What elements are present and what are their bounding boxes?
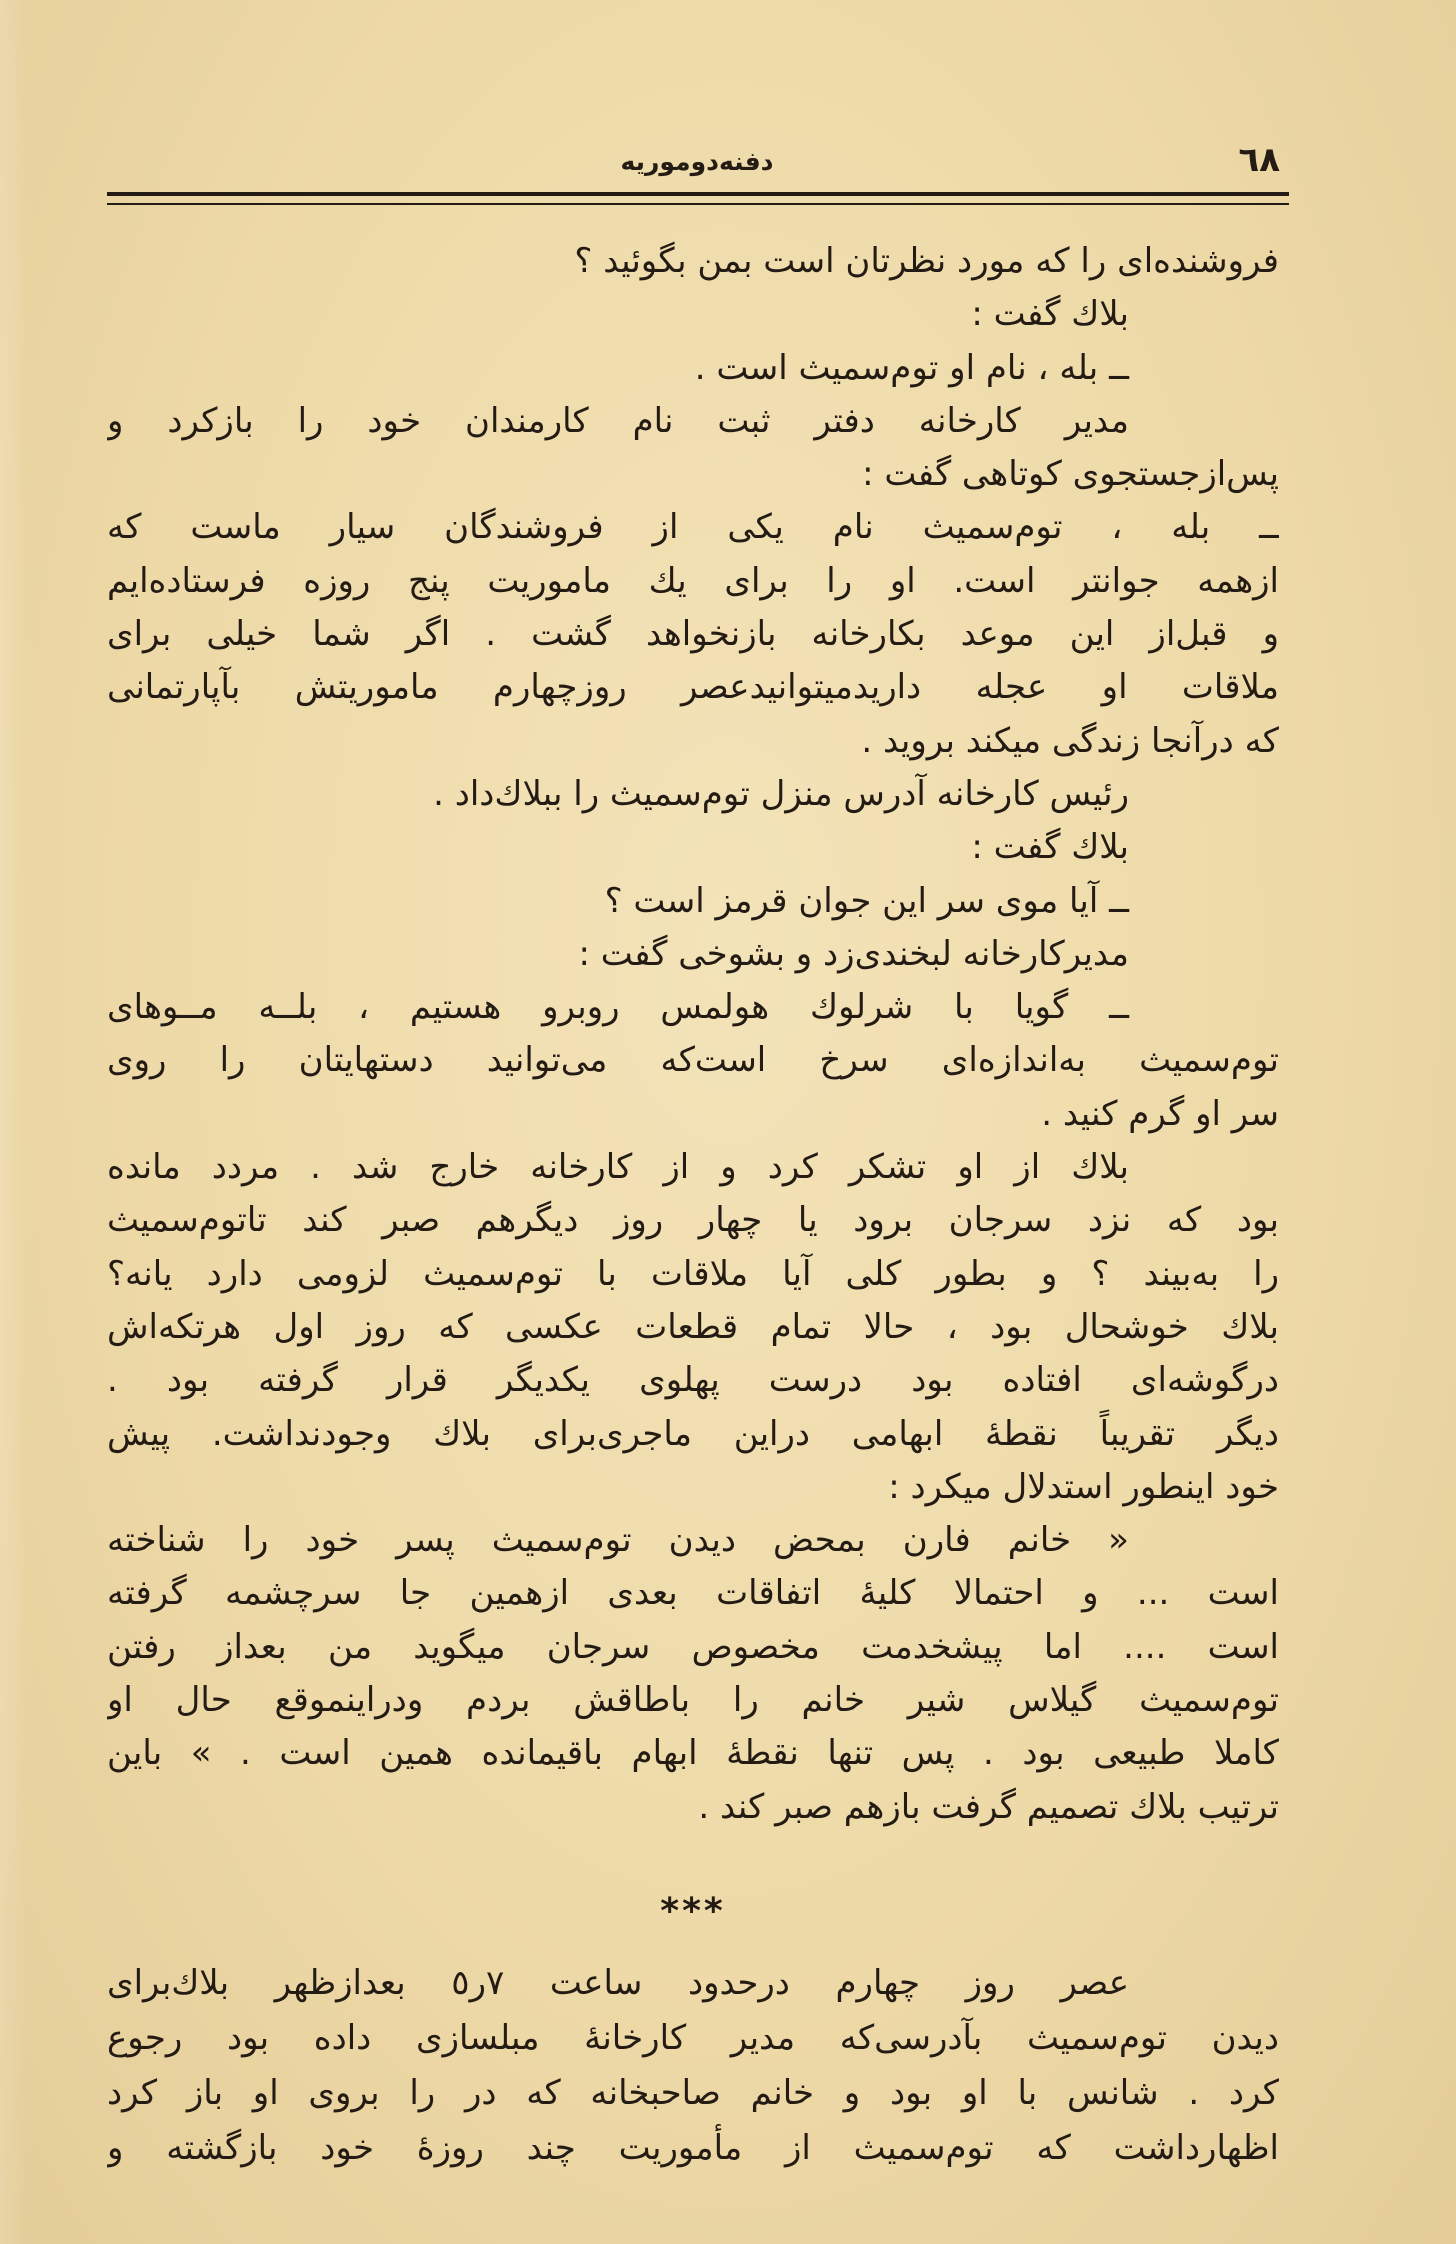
text-line: دیدن توم‌سمیث بآدرسی‌که مدیر کارخانهٔ مبلسازی داده بود رجوع	[107, 2018, 1279, 2058]
text-line: توم‌سمیث گیلاس شیر خانم را باطاقش بردم ودراینموقع حال او	[107, 1680, 1279, 1721]
text-line: بلاك از او تشکر کرد و از کارخانه خارج شد . مردد مانده	[107, 1147, 1129, 1188]
text-line: سر او گرم کنید .	[1041, 1093, 1279, 1134]
text-line: را به‌بیند ؟ و بطور کلی آیا ملاقات با توم‌سمیث لزومی دارد یانه؟	[107, 1253, 1279, 1294]
text-line: دیگر تقریباً نقطهٔ ابهامی دراین ماجری‌برای بلاك وجودنداشت. پیش	[107, 1413, 1279, 1454]
text-line: ترتیب بلاك تصمیم گرفت بازهم صبر کند .	[698, 1786, 1279, 1827]
text-line: ــ بله ، نام او توم‌سمیث است .	[694, 347, 1129, 388]
running-title: دفنه‌دوموریه	[620, 147, 774, 176]
text-line: کاملا طبیعی بود . پس تنها نقطهٔ ابهام باقیمانده همین است . » باین	[107, 1733, 1279, 1774]
text-line: است ... و احتمالا کلیهٔ اتفاقات بعدی ازهمین جا سرچشمه گرفته	[107, 1573, 1279, 1614]
text-line: و قبل‌از این موعد بکارخانه بازنخواهد گشت . اگر شما خیلی برای	[107, 614, 1279, 655]
text-block-continued	[107, 1956, 1279, 2176]
header-rule-thin	[107, 203, 1289, 205]
text-line: مدیر کارخانه دفتر ثبت نام کارمندان خود را بازکرد و	[107, 400, 1129, 441]
text-line: رئیس کارخانه آدرس منزل توم‌سمیث را ببلاك‌داد .	[433, 773, 1129, 814]
text-line: توم‌سمیث به‌اندازه‌ای سرخ است‌که می‌توانید دستهایتان را روی	[107, 1040, 1279, 1081]
text-line: بود که نزد سرجان برود یا چهار روز دیگرهم صبر کند تاتوم‌سمیث	[107, 1200, 1279, 1241]
text-line: ــ گویا با شرلوك هولمس روبرو هستیم ، بلــه مــوهای	[107, 987, 1129, 1028]
text-line: ــ آیا موی سر این جوان قرمز است ؟	[604, 880, 1129, 921]
text-line: است .... اما پیشخدمت مخصوص سرجان میگوید من بعداز رفتن	[107, 1626, 1279, 1667]
text-line: فروشنده‌ای را که مورد نظرتان است بمن بگوئید ؟	[574, 241, 1279, 281]
text-line: ملاقات او عجله داریدمیتوانیدعصر روزچهارم ماموریتش بآپارتمانی	[107, 667, 1279, 708]
text-block-main	[107, 235, 1279, 1834]
text-line: مدیرکارخانه لبخندی‌زد و بشوخی گفت :	[578, 933, 1129, 974]
text-line: بلاك گفت :	[971, 827, 1129, 868]
text-line: پس‌ازجستجوی کوتاهی گفت :	[862, 454, 1279, 495]
text-line: عصر روز چهارم درحدود ساعت ٧ر٥ بعدازظهر بلاك‌برای	[107, 1963, 1129, 2003]
text-line: که درآنجا زندگی میکند بروید .	[861, 720, 1279, 761]
page-number: ٦٨	[1238, 140, 1280, 180]
header-rule-thick	[107, 192, 1289, 196]
text-line: ــ بله ، توم‌سمیث نام یکی از فروشندگان سیار ماست که	[107, 507, 1279, 548]
text-line: درگوشه‌ای افتاده بود درست پهلوی یکدیگر قرار گرفته بود .	[107, 1360, 1279, 1401]
text-line: « خانم فارن بمحض دیدن توم‌سمیث پسر خود را شناخته	[107, 1520, 1129, 1561]
text-line: بلاك گفت :	[971, 294, 1129, 335]
text-line: ازهمه جوانتر است. او را برای یك ماموریت پنج روزه فرستاده‌ایم	[107, 560, 1279, 601]
text-line: اظهارداشت که توم‌سمیث از مأموریت چند روزهٔ خود بازگشته و	[107, 2128, 1279, 2168]
text-line: کرد . شانس با او بود و خانم صاحبخانه که در را بروی او باز کرد	[107, 2073, 1279, 2113]
section-break: ***	[660, 1891, 726, 1932]
text-line: بلاك خوشحال بود ، حالا تمام قطعات عکسی که روز اول هرتکه‌اش	[107, 1306, 1279, 1347]
text-line: خود اینطور استدلال میکرد :	[888, 1466, 1279, 1507]
